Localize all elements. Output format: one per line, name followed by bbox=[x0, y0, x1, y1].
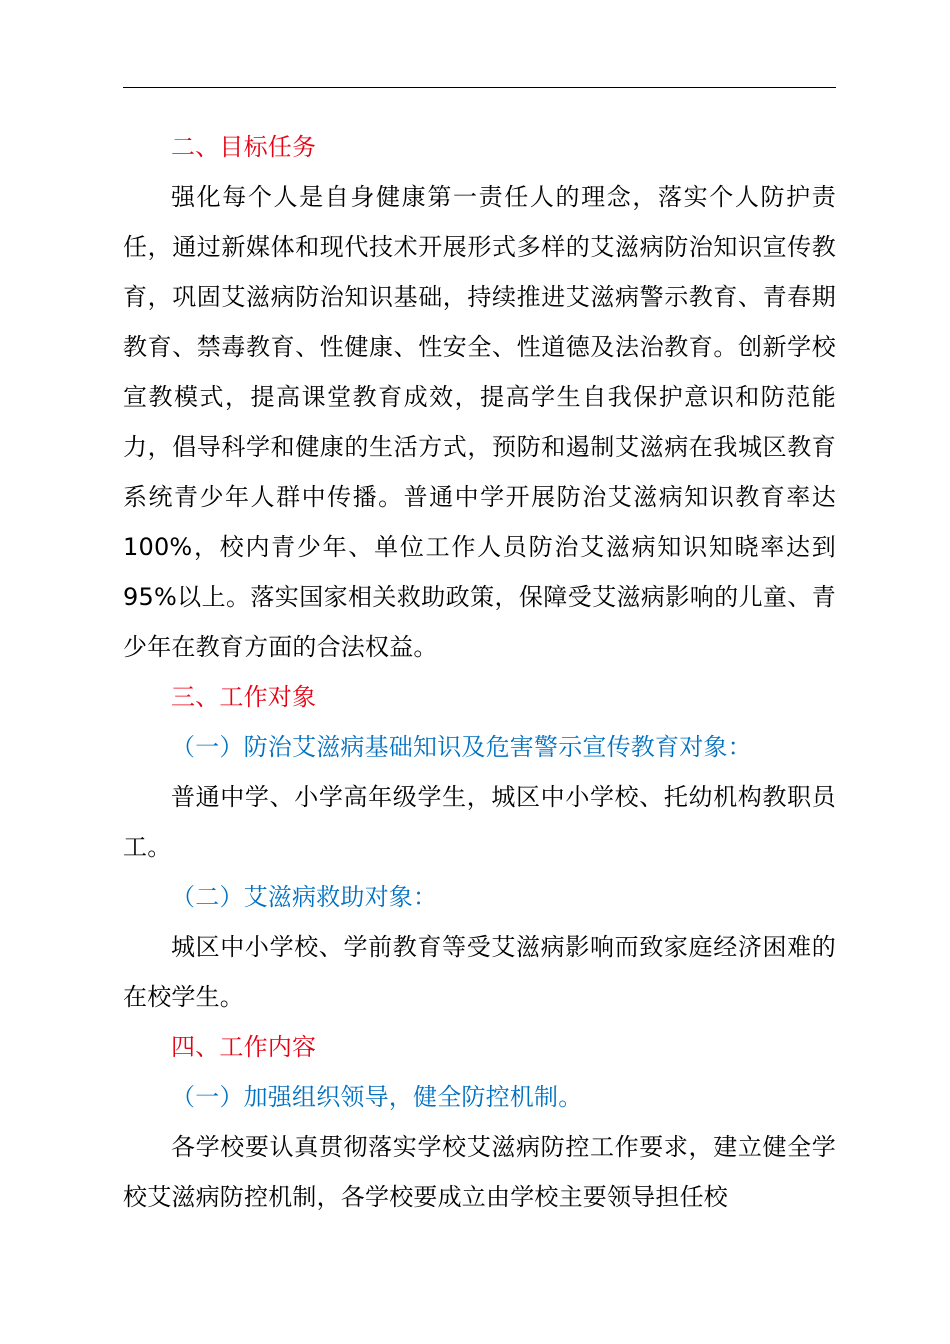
organization-paragraph: 各学校要认真贯彻落实学校艾滋病防控工作要求，建立健全学校艾滋病防控机制，各学校要成立由学校主要领导担任校 bbox=[123, 1133, 836, 1211]
section-heading-content: 四、工作内容 bbox=[171, 1033, 317, 1061]
aid-targets-paragraph: 城区中小学校、学前教育等受艾滋病影响而致家庭经济困难的在校学生。 bbox=[123, 933, 836, 1011]
goals-paragraph: 强化每个人是自身健康第一责任人的理念，落实个人防护责 任，通过新媒体和现代技术开展形式多样的艾滋病防治知识宣传教育，巩固艾滋病防治知识基础，持续推进艾滋病警示教育、青春期教育、禁毒教育、性健康、性安全、性道德及法治教育。创新学校宣教模式，提高课堂教育成效，提高学生自我保护意识和防范能力，倡导科学和健康的生活方式，预防和遏制艾滋病在我城区教育系统青少年人群中传播。普通中学开展防治艾滋病知识教育率达 100%，校内青少年、单位工作人员防治艾滋病知识知晓率达到 95%以上。落实国家相关救助政策，保障受艾滋病影响的儿童、青少年在教育方面的合法权益。 bbox=[123, 183, 836, 661]
section-heading-goals: 二、目标任务 bbox=[171, 133, 317, 161]
education-targets-paragraph: 普通中学、小学高年级学生，城区中小学校、托幼机构教职员工。 bbox=[123, 783, 836, 861]
subheading-organization: （一）加强组织领导，健全防控机制。 bbox=[171, 1083, 583, 1111]
document-body bbox=[123, 122, 836, 1222]
section-heading-targets: 三、工作对象 bbox=[171, 683, 317, 711]
subheading-aid-targets: （二）艾滋病救助对象： bbox=[171, 883, 438, 911]
subheading-education-targets: （一）防治艾滋病基础知识及危害警示宣传教育对象： bbox=[171, 733, 752, 761]
header-rule bbox=[123, 87, 836, 88]
